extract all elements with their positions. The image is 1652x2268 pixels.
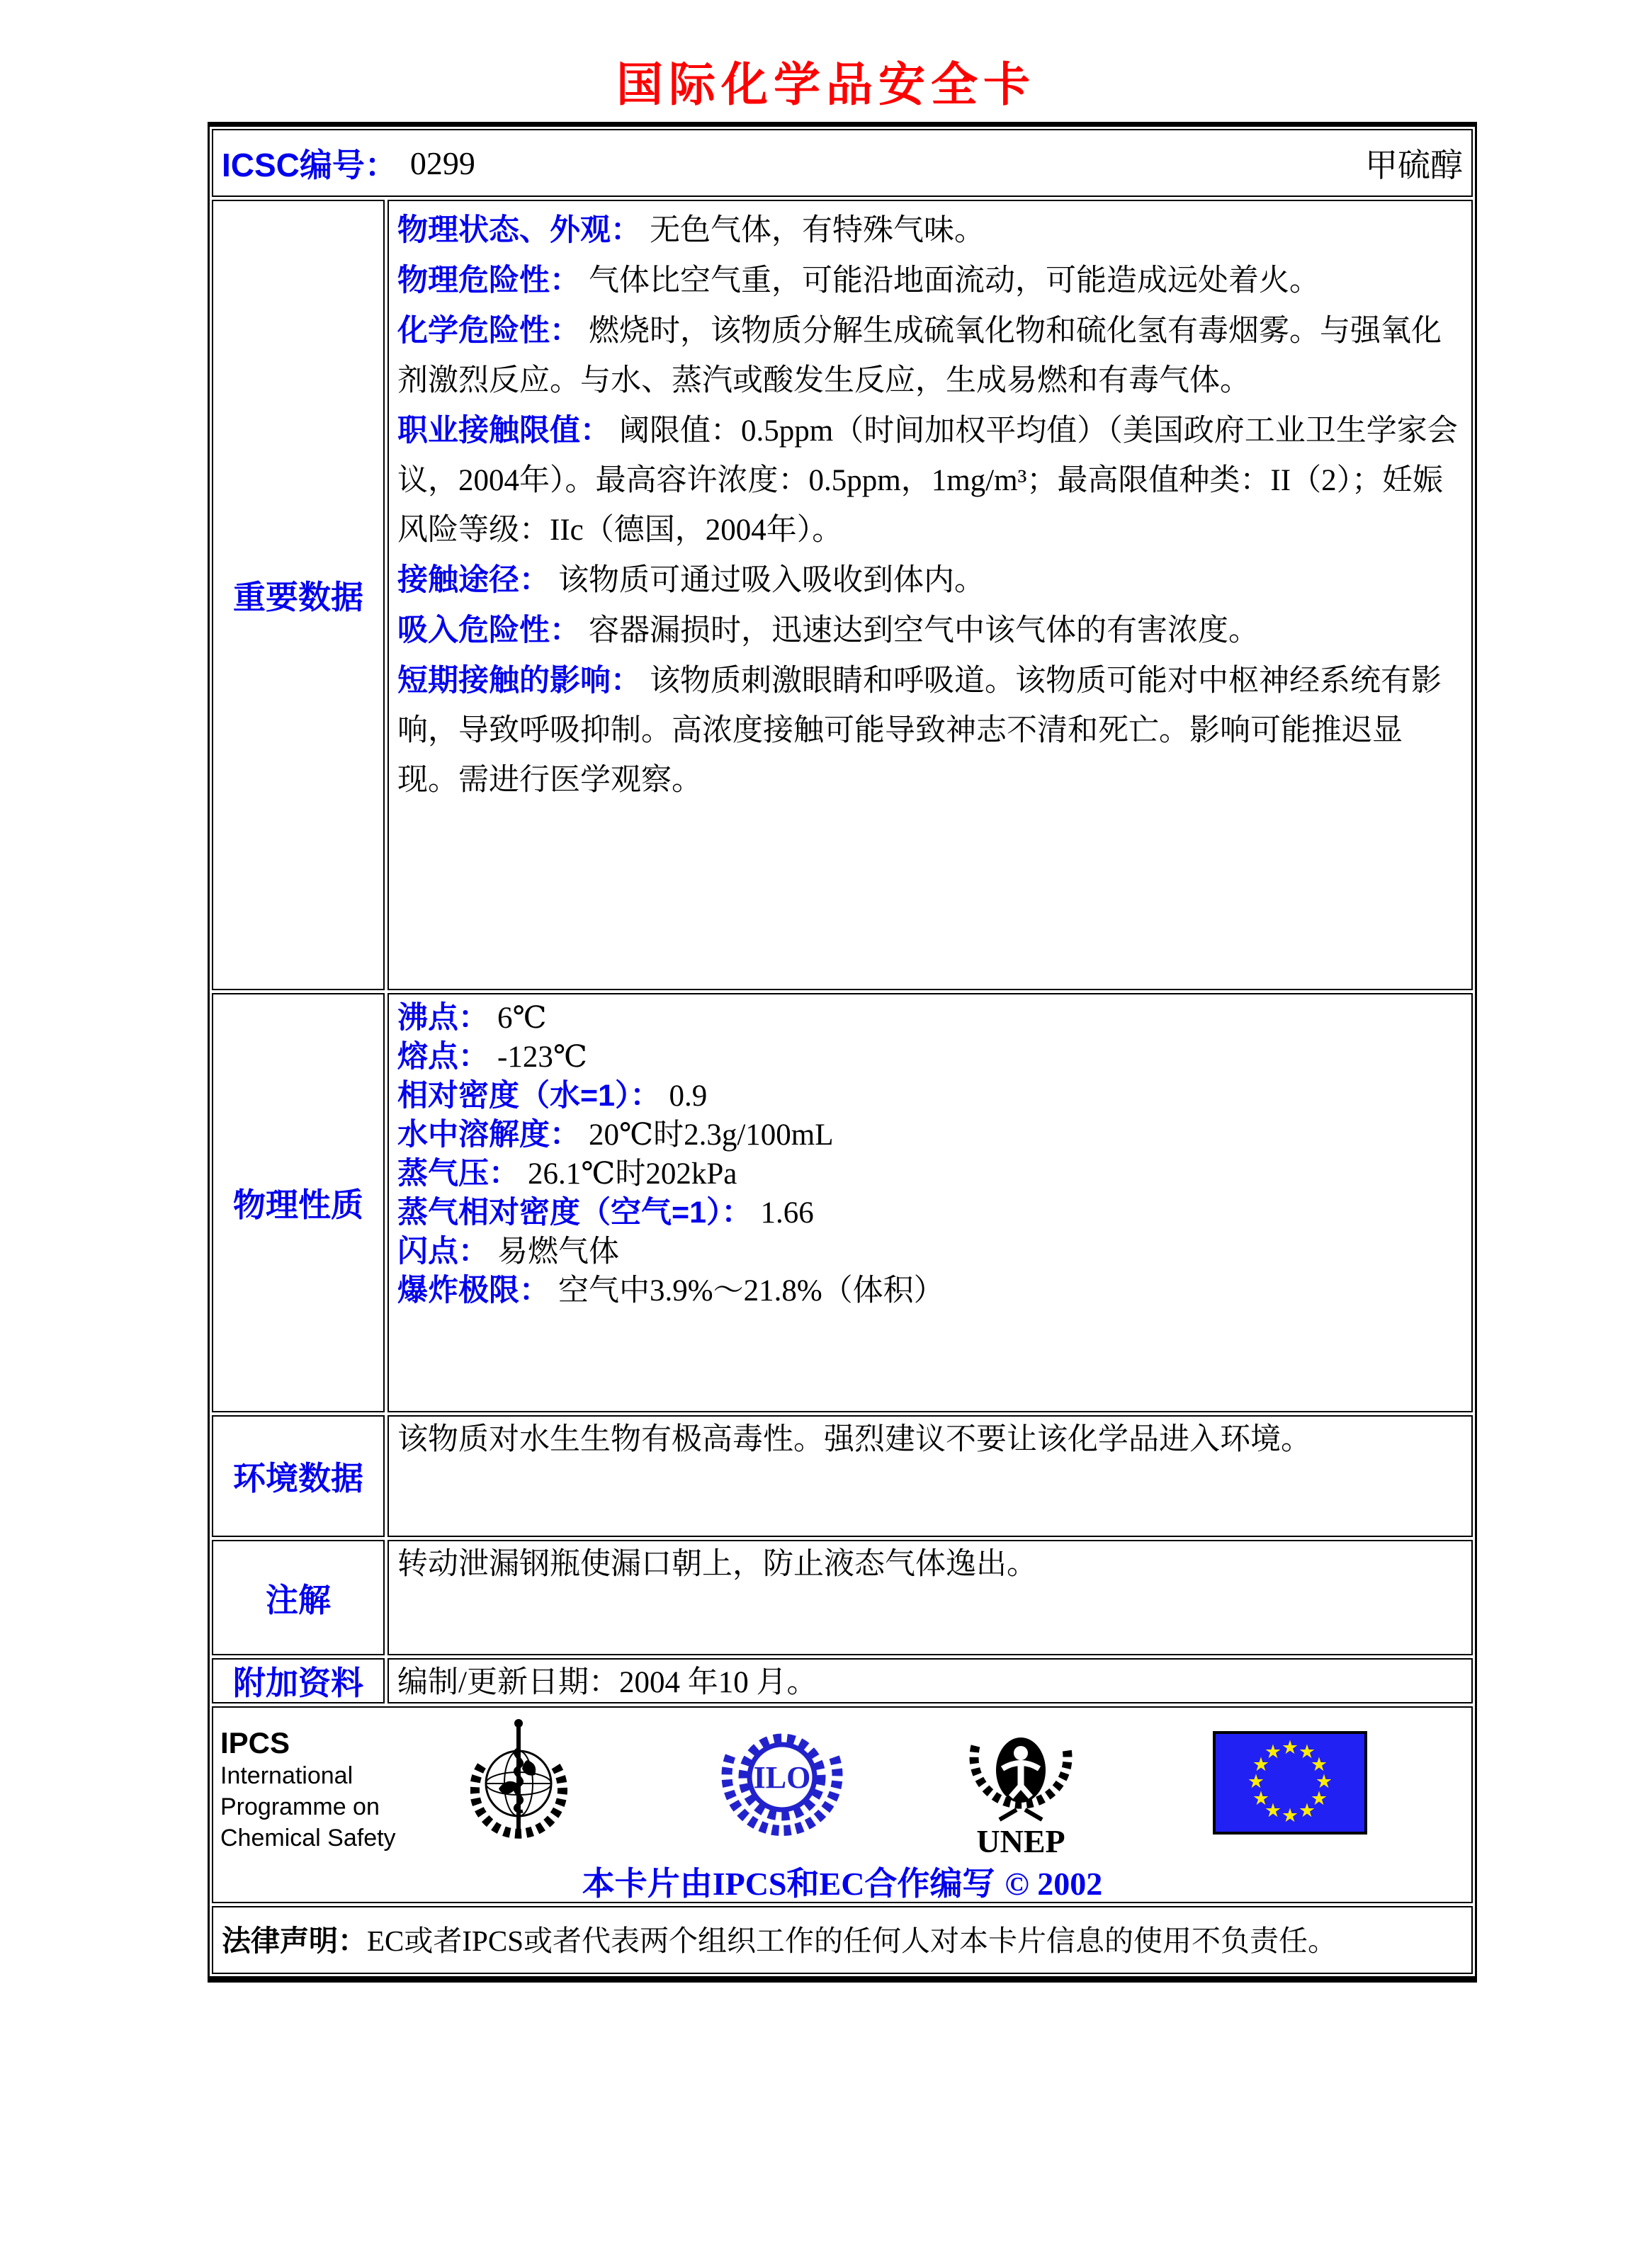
field-label: 相对密度（水=1）： <box>397 1079 661 1113</box>
cooperation-caption <box>213 1858 1471 1903</box>
field-value: 空气中3.9%～21.8%（体积） <box>558 1274 944 1308</box>
svg-text:★: ★ <box>1264 1800 1282 1822</box>
legal-cell <box>212 1906 1473 1974</box>
field-row <box>397 656 1463 805</box>
field-value: 0.9 <box>669 1079 708 1113</box>
field-label: 接触途径： <box>397 563 550 597</box>
field-label: 短期接触的影响： <box>397 664 641 698</box>
section-label-notes: 注解 <box>212 1540 385 1655</box>
ipcs-line: International <box>220 1762 353 1789</box>
chemical-name: 甲硫醇 <box>1365 147 1463 183</box>
field-row <box>397 1271 1463 1310</box>
table-row-additional-info <box>212 1658 1473 1703</box>
field-label: 物理危险性： <box>397 263 580 297</box>
section-label-additional-info: 附加资料 <box>212 1658 385 1703</box>
svg-text:★: ★ <box>1264 1741 1282 1763</box>
additional-info-content <box>387 1658 1473 1703</box>
svg-text:★: ★ <box>1298 1741 1316 1763</box>
field-row <box>397 1193 1463 1232</box>
field-row <box>397 1116 1463 1155</box>
svg-text:★: ★ <box>1281 1737 1299 1759</box>
field-row <box>397 606 1463 656</box>
svg-text:★: ★ <box>1247 1771 1265 1793</box>
field-label: 吸入危险性： <box>397 613 580 647</box>
unep-logo-icon <box>963 1716 1080 1865</box>
field-value: 1.66 <box>760 1196 814 1230</box>
table-row-environmental-data <box>212 1415 1473 1537</box>
field-label: 水中溶解度： <box>397 1118 580 1152</box>
important-data-content <box>387 200 1473 990</box>
field-label: 沸点： <box>397 1001 489 1035</box>
eu-flag-icon <box>1213 1731 1367 1838</box>
field-value: 6℃ <box>497 1002 547 1035</box>
page-title: 国际化学品安全卡 <box>616 57 1036 112</box>
field-label: 职业接触限值： <box>397 414 611 448</box>
field-value: 20℃时2.3g/100mL <box>589 1118 834 1152</box>
field-row <box>397 205 1463 256</box>
field-value: 该物质可通过吸入吸收到体内。 <box>558 564 985 597</box>
section-label-environmental-data: 环境数据 <box>212 1415 385 1537</box>
field-value: 该物质刺激眼睛和呼吸道。该物质可能对中枢神经系统有影响，导致呼吸抑制。高浓度接触可能导致神志不清和死亡。影响可能推迟显现。需进行医学观察。 <box>397 664 1442 797</box>
ilo-letters: ILO <box>753 1760 811 1795</box>
field-row <box>397 406 1463 555</box>
field-label: 熔点： <box>397 1040 489 1074</box>
field-row <box>397 1232 1463 1271</box>
section-label-physical-properties: 物理性质 <box>212 993 385 1412</box>
field-row <box>397 1155 1463 1193</box>
logos-cell <box>212 1706 1473 1903</box>
icsc-number-value: 0299 <box>409 144 475 181</box>
field-value: 无色气体，有特殊气味。 <box>650 214 985 247</box>
field-value: 26.1℃时202kPa <box>528 1157 737 1191</box>
ipcs-text-block <box>220 1726 396 1854</box>
copyright-text: © 2002 <box>1005 1866 1103 1902</box>
field-row <box>397 999 1463 1038</box>
field-label: 爆炸极限： <box>397 1274 550 1308</box>
field-row <box>397 1077 1463 1116</box>
field-value: -123℃ <box>497 1041 587 1074</box>
field-label: 物理状态、外观： <box>397 213 641 247</box>
section-text: 转动泄漏钢瓶使漏口朝上，防止液态气体逸出。 <box>397 1548 1037 1581</box>
table-row-important-data <box>212 200 1473 990</box>
ilo-logo-icon <box>715 1722 849 1856</box>
field-row <box>397 306 1463 406</box>
table-row-header <box>212 129 1473 197</box>
field-label: 闪点： <box>397 1235 489 1269</box>
table-row-legal <box>212 1906 1473 1974</box>
field-row <box>397 555 1463 606</box>
svg-text:★: ★ <box>1252 1754 1270 1776</box>
field-row <box>397 256 1463 306</box>
field-value: 易燃气体 <box>497 1235 619 1269</box>
icsc-card-table <box>208 122 1477 1983</box>
ipcs-line: Chemical Safety <box>220 1825 396 1852</box>
table-row-physical-properties <box>212 993 1473 1412</box>
field-value: 容器漏损时，迅速达到空气中该气体的有害浓度。 <box>589 614 1259 647</box>
svg-text:★: ★ <box>1281 1805 1299 1827</box>
field-label: 蒸气相对密度（空气=1）： <box>397 1196 752 1230</box>
who-logo-icon <box>470 1716 568 1859</box>
unep-letters: UNEP <box>976 1823 1065 1859</box>
caption-text: 本卡片由IPCS和EC合作编写 <box>582 1866 995 1902</box>
svg-text:★: ★ <box>1315 1771 1333 1793</box>
svg-text:★: ★ <box>1298 1800 1316 1822</box>
field-label: 化学危险性： <box>397 314 580 348</box>
legal-label: 法律声明： <box>222 1924 367 1957</box>
physical-properties-content <box>387 993 1473 1412</box>
ipcs-acronym: IPCS <box>220 1726 290 1759</box>
svg-text:★: ★ <box>1252 1788 1270 1810</box>
section-label-important-data: 重要数据 <box>212 200 385 990</box>
svg-text:★: ★ <box>1310 1788 1328 1810</box>
icsc-number-label: ICSC编号： <box>222 147 397 183</box>
section-text: 编制/更新日期：2004 年10 月。 <box>397 1666 817 1699</box>
field-value: 阈限值：0.5ppm（时间加权平均值）（美国政府工业卫生学家会议，2004年）。最高容许浓度：0.5ppm，1mg/m³；最高限值种类：II（2）；妊娠风险等级：IIc（德国，2004年）。 <box>397 414 1458 547</box>
field-row <box>397 1038 1463 1077</box>
ipcs-line: Programme on <box>220 1793 380 1820</box>
table-row-notes <box>212 1540 1473 1655</box>
section-text: 该物质对水生生物有极高毒性。强烈建议不要让该化学品进入环境。 <box>397 1423 1311 1456</box>
field-value: 燃烧时，该物质分解生成硫氧化物和硫化氢有毒烟雾。与强氧化剂激烈反应。与水、蒸汽或酸发生反应，生成易燃和有毒气体。 <box>397 314 1442 397</box>
field-value: 气体比空气重，可能沿地面流动，可能造成远处着火。 <box>589 264 1320 297</box>
header-cell <box>212 129 1473 197</box>
environmental-data-content <box>387 1415 1473 1537</box>
notes-content <box>387 1540 1473 1655</box>
legal-text: EC或者IPCS或者代表两个组织工作的任何人对本卡片信息的使用不负责任。 <box>367 1924 1337 1957</box>
table-row-logos <box>212 1706 1473 1903</box>
field-label: 蒸气压： <box>397 1157 519 1191</box>
svg-text:★: ★ <box>1310 1754 1328 1776</box>
